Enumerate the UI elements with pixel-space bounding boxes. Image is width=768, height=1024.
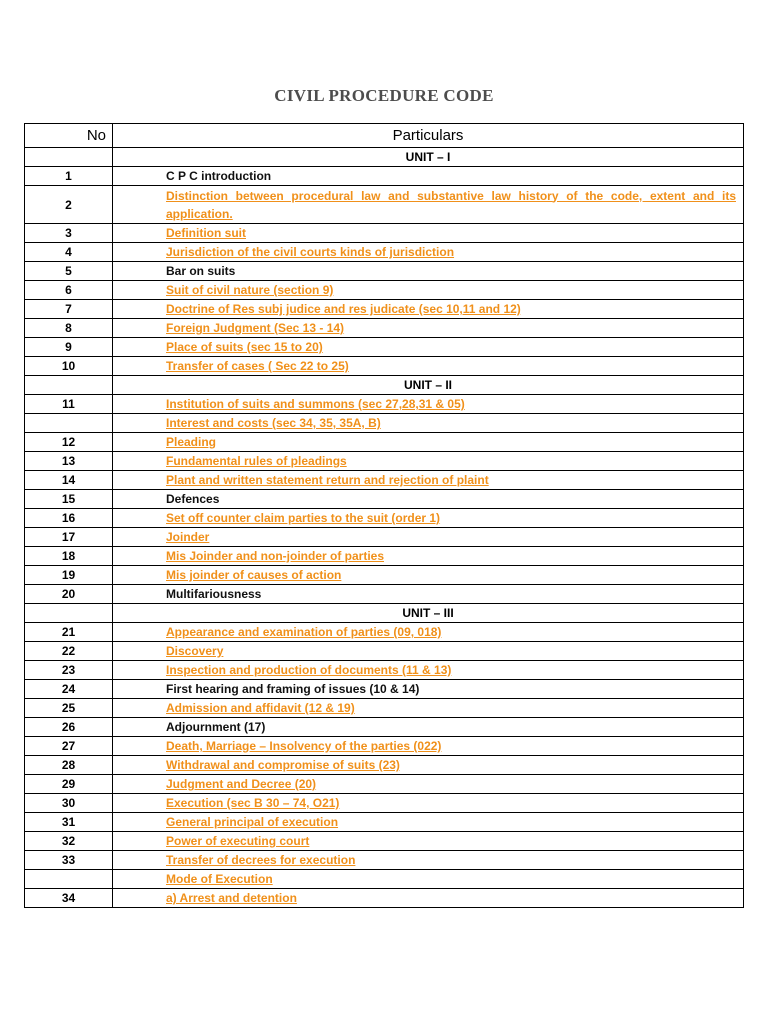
particulars-cell xyxy=(113,756,744,775)
topic-link[interactable]: Inspection and production of documents (11 & 13) xyxy=(166,663,452,677)
table-row xyxy=(25,813,744,832)
item-number xyxy=(25,414,113,433)
item-number: 9 xyxy=(25,338,113,357)
table-row xyxy=(25,395,744,414)
table-row xyxy=(25,528,744,547)
topic-link[interactable]: Death, Marriage – Insolvency of the parties (022) xyxy=(166,739,442,753)
particulars-cell xyxy=(113,490,744,509)
unit-heading: UNIT – I xyxy=(113,148,744,167)
particulars-cell xyxy=(113,357,744,376)
item-number: 7 xyxy=(25,300,113,319)
table-header-row xyxy=(25,124,744,148)
topic-link[interactable]: Withdrawal and compromise of suits (23) xyxy=(166,758,400,772)
table-row xyxy=(25,509,744,528)
topic-text: Multifariousness xyxy=(166,587,262,601)
topic-text: Adjournment (17) xyxy=(166,720,266,734)
topic-text: Defences xyxy=(166,492,220,506)
table-row xyxy=(25,699,744,718)
topic-link[interactable]: Joinder xyxy=(166,530,210,544)
table-row xyxy=(25,794,744,813)
item-number: 16 xyxy=(25,509,113,528)
particulars-cell xyxy=(113,566,744,585)
topic-link[interactable]: Mis joinder of causes of action xyxy=(166,568,342,582)
table-row xyxy=(25,775,744,794)
particulars-cell xyxy=(113,509,744,528)
particulars-cell xyxy=(113,775,744,794)
particulars-cell xyxy=(113,395,744,414)
column-header-particulars: Particulars xyxy=(113,124,744,148)
particulars-cell xyxy=(113,262,744,281)
particulars-cell xyxy=(113,338,744,357)
item-number: 6 xyxy=(25,281,113,300)
particulars-cell xyxy=(113,680,744,699)
topic-text: First hearing and framing of issues (10 & 14) xyxy=(166,682,420,696)
table-row xyxy=(25,433,744,452)
page-title: CIVIL PROCEDURE CODE xyxy=(274,86,494,105)
topic-link[interactable]: General principal of execution xyxy=(166,815,339,829)
item-number: 23 xyxy=(25,661,113,680)
topic-link[interactable]: Judgment and Decree (20) xyxy=(166,777,317,791)
table-row xyxy=(25,262,744,281)
item-number: 31 xyxy=(25,813,113,832)
table-row xyxy=(25,585,744,604)
particulars-cell xyxy=(113,471,744,490)
item-number: 25 xyxy=(25,699,113,718)
topic-link[interactable]: Definition suit xyxy=(166,226,246,240)
item-number: 29 xyxy=(25,775,113,794)
unit-no-cell xyxy=(25,604,113,623)
topic-text: Bar on suits xyxy=(166,264,236,278)
particulars-cell xyxy=(113,699,744,718)
table-row xyxy=(25,452,744,471)
table-row xyxy=(25,167,744,186)
item-number: 32 xyxy=(25,832,113,851)
table-row xyxy=(25,357,744,376)
item-number: 27 xyxy=(25,737,113,756)
topic-link[interactable]: Transfer of cases ( Sec 22 to 25) xyxy=(166,359,349,373)
particulars-cell xyxy=(113,718,744,737)
table-row xyxy=(25,490,744,509)
topic-link[interactable]: Interest and costs (sec 34, 35, 35A, B) xyxy=(166,416,381,430)
particulars-cell xyxy=(113,281,744,300)
item-number: 14 xyxy=(25,471,113,490)
table-row xyxy=(25,243,744,262)
item-number: 18 xyxy=(25,547,113,566)
topic-link[interactable]: Discovery xyxy=(166,644,224,658)
particulars-cell xyxy=(113,452,744,471)
topic-link[interactable]: Admission and affidavit (12 & 19) xyxy=(166,701,355,715)
particulars-cell xyxy=(113,433,744,452)
topic-link[interactable]: Appearance and examination of parties (09, 018) xyxy=(166,625,442,639)
item-number: 28 xyxy=(25,756,113,775)
item-number: 10 xyxy=(25,357,113,376)
topic-link[interactable]: Place of suits (sec 15 to 20) xyxy=(166,340,323,354)
item-number: 3 xyxy=(25,224,113,243)
topic-link[interactable]: Suit of civil nature (section 9) xyxy=(166,283,334,297)
particulars-cell xyxy=(113,585,744,604)
item-number: 4 xyxy=(25,243,113,262)
topic-link[interactable]: Fundamental rules of pleadings xyxy=(166,454,347,468)
item-number: 24 xyxy=(25,680,113,699)
table-row xyxy=(25,300,744,319)
item-number: 34 xyxy=(25,889,113,908)
column-header-no: No xyxy=(25,124,113,148)
particulars-cell xyxy=(113,889,744,908)
item-number: 2 xyxy=(25,186,113,224)
table-row xyxy=(25,338,744,357)
table-row xyxy=(25,851,744,870)
particulars-cell xyxy=(113,186,744,224)
table-row xyxy=(25,832,744,851)
topic-link[interactable]: Mode of Execution xyxy=(166,872,273,886)
item-number: 30 xyxy=(25,794,113,813)
table-row xyxy=(25,756,744,775)
particulars-cell xyxy=(113,813,744,832)
topic-link[interactable]: a) Arrest and detention xyxy=(166,891,297,905)
particulars-cell xyxy=(113,300,744,319)
table-row xyxy=(25,471,744,490)
unit-heading-row xyxy=(25,148,744,167)
item-number: 33 xyxy=(25,851,113,870)
topic-text: C P C introduction xyxy=(166,169,272,183)
topic-link[interactable]: Doctrine of Res subj judice and res judicate (sec 10,11 and 12) xyxy=(166,302,521,316)
particulars-cell xyxy=(113,243,744,262)
particulars-cell xyxy=(113,528,744,547)
particulars-cell xyxy=(113,623,744,642)
table-row xyxy=(25,186,744,224)
particulars-cell xyxy=(113,167,744,186)
item-number: 15 xyxy=(25,490,113,509)
particulars-cell xyxy=(113,319,744,338)
table-row xyxy=(25,680,744,699)
particulars-cell xyxy=(113,642,744,661)
table-body xyxy=(25,148,744,908)
table-row xyxy=(25,642,744,661)
item-number: 21 xyxy=(25,623,113,642)
item-number: 8 xyxy=(25,319,113,338)
particulars-cell xyxy=(113,224,744,243)
item-number: 11 xyxy=(25,395,113,414)
table-row xyxy=(25,319,744,338)
item-number: 22 xyxy=(25,642,113,661)
particulars-cell xyxy=(113,547,744,566)
item-number: 13 xyxy=(25,452,113,471)
table-row xyxy=(25,623,744,642)
item-number: 17 xyxy=(25,528,113,547)
unit-heading-row xyxy=(25,604,744,623)
table-row xyxy=(25,414,744,433)
item-number xyxy=(25,870,113,889)
unit-heading-row xyxy=(25,376,744,395)
topic-link[interactable]: Distinction between procedural law and substantive law history of the code, extent and its application. xyxy=(166,188,736,221)
table-row xyxy=(25,224,744,243)
contents-table xyxy=(24,123,744,908)
topic-link[interactable]: Institution of suits and summons (sec 27,28,31 & 05) xyxy=(166,397,465,411)
unit-heading: UNIT – III xyxy=(113,604,744,623)
topic-link[interactable]: Foreign Judgment (Sec 13 - 14) xyxy=(166,321,345,335)
topic-link[interactable]: Set off counter claim parties to the suit (order 1) xyxy=(166,511,441,525)
item-number: 20 xyxy=(25,585,113,604)
table-row xyxy=(25,737,744,756)
table-row xyxy=(25,281,744,300)
item-number: 26 xyxy=(25,718,113,737)
table-row xyxy=(25,889,744,908)
item-number: 1 xyxy=(25,167,113,186)
unit-heading: UNIT – II xyxy=(113,376,744,395)
particulars-cell xyxy=(113,414,744,433)
topic-link[interactable]: Plant and written statement return and rejection of plaint xyxy=(166,473,489,487)
unit-no-cell xyxy=(25,148,113,167)
topic-link[interactable]: Power of executing court xyxy=(166,834,310,848)
table-row xyxy=(25,566,744,585)
table-row xyxy=(25,870,744,889)
topic-link[interactable]: Jurisdiction of the civil courts kinds of jurisdiction xyxy=(166,245,455,259)
item-number: 12 xyxy=(25,433,113,452)
table-row xyxy=(25,661,744,680)
item-number: 5 xyxy=(25,262,113,281)
particulars-cell xyxy=(113,870,744,889)
particulars-cell xyxy=(113,851,744,870)
topic-link[interactable]: Pleading xyxy=(166,435,217,449)
table-row xyxy=(25,718,744,737)
particulars-cell xyxy=(113,832,744,851)
topic-link[interactable]: Transfer of decrees for execution xyxy=(166,853,356,867)
item-number: 19 xyxy=(25,566,113,585)
particulars-cell xyxy=(113,794,744,813)
particulars-cell xyxy=(113,661,744,680)
topic-link[interactable]: Execution (sec B 30 – 74, O21) xyxy=(166,796,340,810)
topic-link[interactable]: Mis Joinder and non-joinder of parties xyxy=(166,549,385,563)
particulars-cell xyxy=(113,737,744,756)
unit-no-cell xyxy=(25,376,113,395)
table-row xyxy=(25,547,744,566)
